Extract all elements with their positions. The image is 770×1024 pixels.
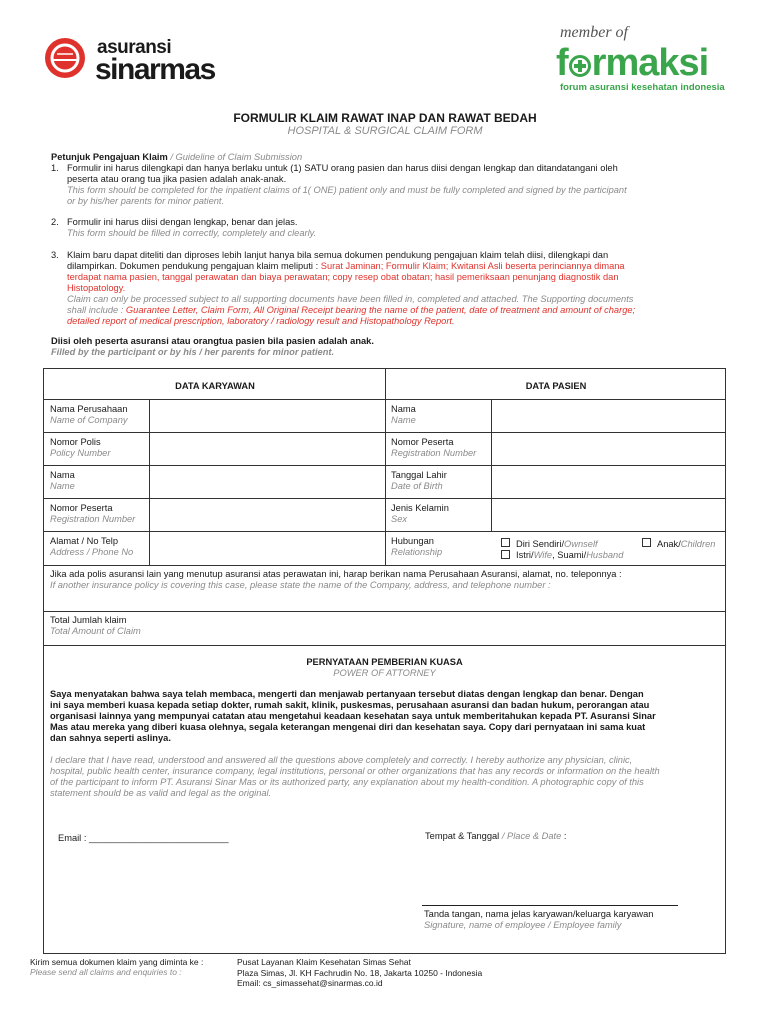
sinarmas-logo — [45, 38, 245, 88]
guideline-item-1-num: 1. — [51, 163, 59, 173]
poa-line-en: hospital, public health center, insurance company, legal institutions, personal or other organizations that has any records or information on the health — [50, 766, 660, 776]
label-address-phone — [50, 536, 133, 558]
formaksi-logo — [530, 24, 730, 94]
label-id: Nomor Polis — [50, 437, 101, 447]
label-id: Alamat / No Telp — [50, 536, 119, 546]
label-id: Nomor Peserta — [50, 503, 113, 513]
col-header-patient: DATA PASIEN — [525, 381, 587, 391]
logo-text-sinarmas: sinarmas — [95, 53, 215, 86]
ownself-checkbox[interactable] — [501, 538, 510, 547]
guideline-item-1-line: peserta atau orang tua jika pasien adalah anak-anak. — [67, 174, 287, 184]
employee-registration-field[interactable] — [150, 499, 385, 531]
label-id: Nama Perusahaan — [50, 404, 128, 414]
poa-line-en: statement should be as valid and legal as the original. — [50, 788, 272, 798]
filled-by-en: Filled by the participant or by his / her parents for minor patient. — [51, 347, 335, 357]
formaksi-subtitle: forum asuransi kesehatan indonesia — [560, 82, 725, 93]
label-relationship — [391, 536, 442, 558]
label-id: Nama — [50, 470, 75, 480]
label-id: Tanggal Lahir — [391, 470, 447, 480]
other-insurance-question — [50, 569, 720, 591]
guideline-item-3-docs: Histopatology. — [67, 283, 126, 293]
guideline-item-2-line: Formulir ini harus diisi dengan lengkap, benar dan jelas. — [67, 217, 298, 227]
guideline-heading — [51, 152, 302, 163]
guideline-item-2-en: This form should be filled in correctly, completely and clearly. — [67, 228, 317, 238]
email-label — [58, 833, 229, 844]
guideline-item-3-en-docs: Guarantee Letter, Claim Form, All Original Receipt bearing the name of the patient, date of treatment and amount of charge; — [125, 305, 636, 315]
footer-send-to — [30, 957, 203, 977]
poa-line: Mas atau mereka yang diberi kuasa olehnya, segala keterangan mengenai diri dan kesehatan saya. Copy dari pernyataan ini sama kuat — [50, 722, 646, 732]
guideline-item-3-num: 3. — [51, 250, 59, 260]
label-en: Address / Phone No — [50, 547, 134, 557]
guideline-item-1 — [67, 163, 727, 207]
footer-address-line: Plaza Simas, Jl. KH Fachrudin No. 18, Jakarta 10250 - Indonesia — [237, 967, 483, 978]
label-en: Policy Number — [50, 448, 111, 458]
label-id: Jenis Kelamin — [391, 503, 449, 513]
poa-subtitle: POWER OF ATTORNEY — [333, 668, 436, 678]
label-patient-name — [391, 404, 416, 426]
footer-address-line: Pusat Layanan Klaim Kesehatan Simas Sehat — [237, 957, 411, 967]
sinarmas-emblem-icon — [45, 38, 85, 78]
guideline-item-3-line — [67, 261, 727, 272]
col-header-employee: DATA KARYAWAN — [175, 381, 255, 391]
guideline-item-3-docs: Surat Jaminan; Formulir Klaim; Kwitansi Asli beserta perinciannya dimana — [320, 261, 625, 271]
label-en: Date of Birth — [391, 481, 443, 491]
wife-id: Istri/ — [516, 550, 534, 560]
footer-send-id: Kirim semua dokumen klaim yang diminta ke : — [30, 957, 204, 967]
guideline-heading-id: Petunjuk Pengajuan Klaim — [51, 152, 168, 162]
ownself-en: Ownself — [564, 539, 598, 549]
ownself-label — [516, 539, 598, 550]
company-name-field[interactable] — [150, 400, 385, 432]
signature-label-en: Signature, name of employee / Employee family — [424, 920, 622, 930]
label-company-name — [50, 404, 128, 426]
husband-en: Husband — [586, 550, 624, 560]
label-policy-number — [50, 437, 110, 459]
poa-line: Saya menyatakan bahwa saya telah membaca, mengerti dan menjawab pertanyaan tersebut diatas dengan lengkap dan benar. Dengan — [50, 689, 644, 699]
claim-data-table — [43, 368, 726, 954]
poa-line-en: of the participant to inform PT. Asuransi Sinar Mas or its authorized party, any explanation about my health-condition. A photographic copy of this — [50, 777, 644, 787]
sex-field[interactable] — [492, 499, 725, 531]
place-date-colon: : — [561, 831, 567, 841]
form-title: FORMULIR KLAIM RAWAT INAP DAN RAWAT BEDAH — [233, 111, 537, 125]
total-claim-field[interactable] — [194, 613, 725, 644]
guideline-heading-en: Guideline of Claim Submission — [175, 152, 303, 162]
form-subtitle: HOSPITAL & SURGICAL CLAIM FORM — [287, 125, 483, 137]
poa-line: organisasi lainnya yang mempunyai catatan atau mengetahui keadaan kesehatan saya untuk memberitahukan kepada PT. Asuransi Sinar — [50, 711, 656, 721]
guideline-item-3-docs: terdapat nama pasien, tanggal perawatan dan biaya perawatan; copy resep obat obatan; hasil pemeriksaan penunjang diagnostik dan — [67, 272, 619, 282]
formaksi-cross-icon — [569, 55, 591, 77]
patient-registration-field[interactable] — [492, 433, 725, 465]
poa-statement-id — [50, 689, 722, 744]
guideline-item-2 — [67, 217, 727, 239]
poa-title: PERNYATAAN PEMBERIAN KUASA — [306, 657, 463, 667]
table-divider — [44, 611, 725, 612]
member-of-text: member of — [560, 24, 628, 41]
email-underline[interactable]: ___________________________ — [89, 833, 229, 843]
formaksi-wordmark — [556, 42, 708, 85]
guideline-item-3-en — [67, 305, 727, 316]
total-claim-label — [50, 615, 141, 637]
place-date-field[interactable] — [514, 827, 714, 843]
table-divider — [44, 565, 725, 566]
label-employee-name — [50, 470, 75, 492]
children-en: Children — [680, 539, 716, 549]
guideline-heading-sep: / — [167, 152, 176, 162]
spouse-checkbox[interactable] — [501, 550, 510, 559]
footer-send-en: Please send all claims and enquiries to : — [30, 967, 182, 977]
email-label-text: Email : — [58, 833, 89, 843]
label-en: Registration Number — [391, 448, 477, 458]
label-en: Name — [391, 415, 416, 425]
place-date-en: Place & Date — [507, 831, 562, 841]
label-patient-registration — [391, 437, 476, 459]
table-divider — [385, 369, 386, 565]
label-en: Sex — [391, 514, 408, 524]
children-checkbox[interactable] — [642, 538, 651, 547]
label-en: Name of Company — [50, 415, 128, 425]
guideline-item-3-text: dilampirkan. Dokumen pendukung pengajuan klaim meliputi : — [67, 261, 321, 271]
guideline-item-1-en: or by his/her parents for minor patient. — [67, 196, 225, 206]
guideline-item-3-en: Claim can only be processed subject to all supporting documents have been filled in, completed and attached. The Supporting documents — [67, 294, 634, 304]
spouse-label — [516, 550, 623, 561]
guideline-item-3-line: Klaim baru dapat diteliti dan diproses lebih lanjut hanya bila semua dokumen pendukung pengajuan klaim telah diisi, dilengkapi dan — [67, 250, 609, 260]
signature-label-id: Tanda tangan, nama jelas karyawan/keluarga karyawan — [424, 909, 654, 919]
poa-line-en: I declare that I have read, understood and answered all the questions above completely and correctly. I hereby authorize any physician, clinic, — [50, 755, 633, 765]
children-label — [657, 539, 715, 550]
spouse-sep: , — [552, 550, 558, 560]
husband-id: Suami/ — [557, 550, 587, 560]
total-claim-id: Total Jumlah klaim — [50, 615, 127, 625]
address-phone-field[interactable] — [150, 532, 385, 565]
label-date-of-birth — [391, 470, 447, 492]
guideline-item-3-en-text: shall include : — [67, 305, 126, 315]
children-id: Anak/ — [657, 539, 681, 549]
poa-line: dan sahnya seperti aslinya. — [50, 733, 171, 743]
ownself-id: Diri Sendiri/ — [516, 539, 565, 549]
place-date-sep: / — [499, 831, 508, 841]
other-insurance-id: Jika ada polis asuransi lain yang menutup asuransi atas perawatan ini, harap berikan nama Perusahaan Asuransi, alamat, no. teleponnya : — [50, 569, 622, 579]
other-insurance-field[interactable] — [44, 591, 725, 611]
label-en: Registration Number — [50, 514, 136, 524]
poa-line: ini saya memberi kuasa kepada setiap dokter, rumah sakit, klinik, puskesmas, perusahaan asuransi dan badan hukum, perorangan atau — [50, 700, 650, 710]
guideline-item-1-en: This form should be completed for the inpatient claims of 1( ONE) patient only and must be fully completed and signed by the participant — [67, 185, 627, 195]
label-id: Nama — [391, 404, 416, 414]
guideline-item-3-en-docs: detailed report of medical prescription, laboratory / radiology result and Histopathology Report. — [67, 316, 455, 326]
poa-statement-en — [50, 755, 724, 799]
policy-number-field[interactable] — [150, 433, 385, 465]
label-en: Relationship — [391, 547, 443, 557]
footer-address — [237, 957, 482, 989]
date-of-birth-field[interactable] — [492, 466, 725, 498]
guideline-item-1-line: Formulir ini harus dilengkapi dan hanya berlaku untuk (1) SATU orang pasien dan harus diisi dengan lengkap dan ditandatangani oleh — [67, 163, 618, 173]
signature-line[interactable] — [422, 905, 678, 906]
label-employee-registration — [50, 503, 135, 525]
table-divider — [44, 645, 725, 646]
wife-en: Wife — [533, 550, 553, 560]
total-claim-en: Total Amount of Claim — [50, 626, 141, 636]
footer-email-link[interactable]: Email: cs_simassehat@sinarmas.co.id — [237, 978, 383, 988]
formaksi-rest: rmaksi — [591, 42, 709, 84]
guideline-item-3 — [67, 250, 727, 327]
other-insurance-en: If another insurance policy is covering this case, please state the name of the Company, address, and telephone number : — [50, 580, 551, 590]
label-en: Name — [50, 481, 75, 491]
formaksi-f: f — [556, 42, 568, 84]
patient-name-field[interactable] — [492, 400, 725, 432]
label-id: Nomor Peserta — [391, 437, 454, 447]
employee-name-field[interactable] — [150, 466, 385, 498]
label-id: Hubungan — [391, 536, 434, 546]
logo-text-asuransi: asuransi — [97, 37, 172, 58]
signature-label — [424, 909, 653, 931]
guideline-item-2-num: 2. — [51, 217, 59, 227]
filled-by-id: Diisi oleh peserta asuransi atau orangtua pasien bila pasien adalah anak. — [51, 336, 374, 346]
place-date-id: Tempat & Tanggal — [425, 831, 500, 841]
label-sex — [391, 503, 449, 525]
